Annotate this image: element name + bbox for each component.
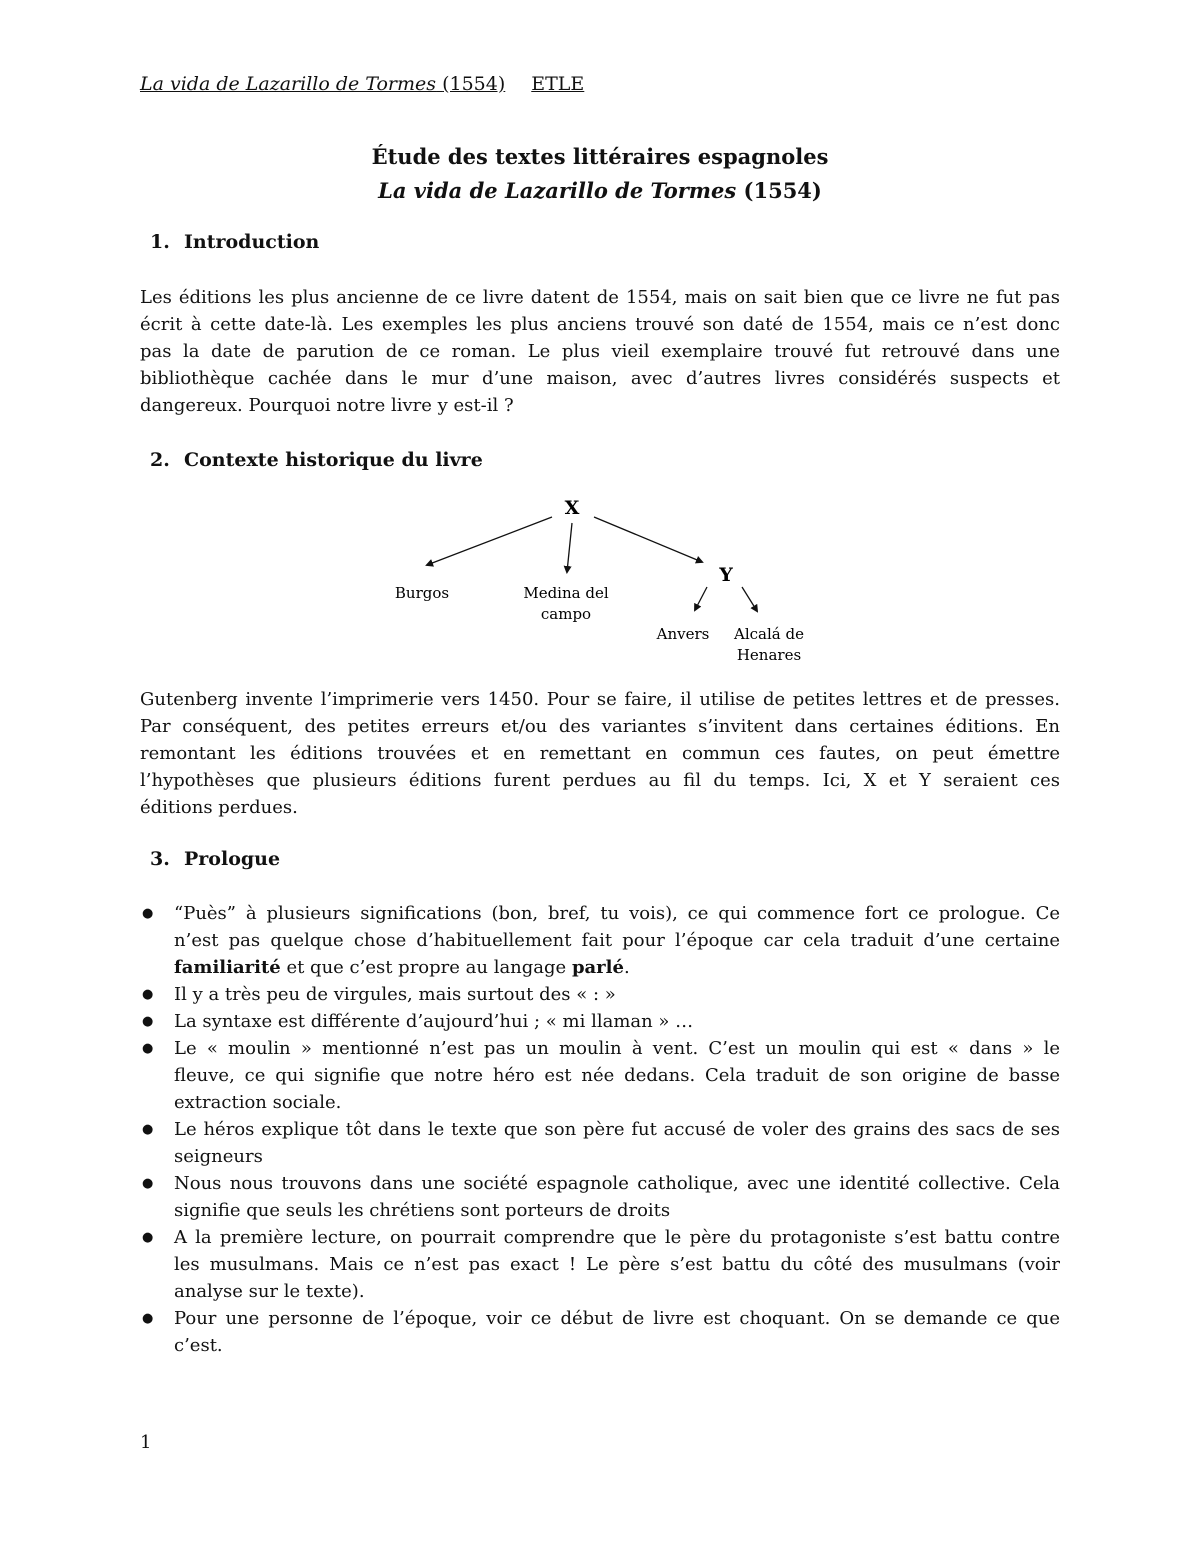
bullet-icon: ●	[142, 1014, 154, 1029]
paragraph-line: écrit à cette date-là. Les exemples les plus anciens trouvé son daté de 1554, mais ce n’est donc	[140, 314, 1060, 335]
label-alcala-line2: Henares	[736, 646, 802, 664]
header-course: ETLE	[531, 73, 585, 95]
node-y: Y	[719, 564, 733, 586]
list-item	[140, 981, 1060, 1008]
page-number: 1	[140, 1432, 152, 1453]
bullet-line: les musulmans. Mais ce n’est pas exact ! Le père s’est battu du côté des musulmans (voir	[174, 1254, 1060, 1275]
bold-term: parlé	[571, 957, 624, 978]
section-number: 3.	[150, 848, 170, 870]
running-header	[140, 73, 584, 95]
label-medina-line2: campo	[540, 605, 592, 623]
bullet-icon: ●	[142, 987, 154, 1002]
bullet-line: analyse sur le texte).	[174, 1281, 365, 1302]
bullet-line: “Puès” à plusieurs significations (bon, bref, tu vois), ce qui commence fort ce prologue. Ce	[174, 903, 1060, 924]
section-number: 2.	[150, 449, 170, 471]
paragraph-line: bibliothèque cachée dans le mur d’une maison, avec d’autres livres considérés suspects et	[140, 368, 1060, 389]
section-title: Contexte historique du livre	[184, 449, 483, 471]
bullet-icon: ●	[142, 1176, 154, 1191]
bullet-line: Il y a très peu de virgules, mais surtout des « : »	[174, 984, 616, 1005]
bullet-line: Le « moulin » mentionné n’est pas un moulin à vent. C’est un moulin qui est « dans » le	[174, 1038, 1060, 1059]
label-alcala-line1: Alcalá de	[734, 625, 804, 643]
editions-stemma-diagram	[380, 490, 840, 670]
bullet-line: Le héros explique tôt dans le texte que son père fut accusé de voler des grains des sacs de ses	[174, 1119, 1060, 1140]
subtitle-book-title: La vida de Lazarillo de Tormes	[378, 178, 737, 203]
header-book-title: La vida de Lazarillo de Tormes	[140, 73, 437, 95]
arrow-x-burgos	[427, 517, 552, 565]
bullet-icon: ●	[142, 1041, 154, 1056]
arrow-y-alcala	[742, 587, 757, 611]
bullet-icon: ●	[142, 1311, 154, 1326]
bullet-line: signifie que seuls les chrétiens sont porteurs de droits	[174, 1200, 671, 1221]
bullet-icon: ●	[142, 906, 154, 921]
node-x: X	[564, 497, 580, 519]
bullet-line: fleuve, ce qui signifie que notre héro est née dedans. Cela traduit de son origine de basse	[174, 1065, 1060, 1086]
paragraph-line: pas la date de parution de ce roman. Le plus vieil exemplaire trouvé fut retrouvé dans une	[140, 341, 1060, 362]
label-anvers: Anvers	[656, 625, 710, 643]
bullet-icon: ●	[142, 1230, 154, 1245]
subtitle-year: (1554)	[743, 178, 822, 203]
bullet-line: n’est pas quelque chose d’habituellement fait pour l’époque car cela traduit d’une certaine	[174, 930, 1060, 951]
paragraph-line: l’hypothèses que plusieurs éditions furent perdues au fil du temps. Ici, X et Y seraient ces	[140, 770, 1060, 791]
contexte-paragraph	[140, 686, 1060, 821]
header-year: (1554)	[442, 73, 506, 95]
paragraph-line: éditions perdues.	[140, 797, 298, 818]
paragraph-line: remontant les éditions trouvées et en remettant en commun ces fautes, on peut émettre	[140, 743, 1060, 764]
bullet-line: Pour une personne de l’époque, voir ce début de livre est choquant. On se demande ce que	[174, 1308, 1060, 1329]
list-item	[140, 1008, 1060, 1035]
list-item	[140, 1035, 1060, 1116]
page-title: Étude des textes littéraires espagnoles	[371, 144, 829, 169]
bullet-line: extraction sociale.	[174, 1092, 342, 1113]
list-item	[140, 1224, 1060, 1305]
bullet-text: et que c’est propre au langage	[280, 957, 572, 978]
bullet-line: La syntaxe est différente d’aujourd’hui ; « mi llaman » …	[174, 1011, 694, 1032]
label-burgos: Burgos	[394, 584, 450, 602]
arrow-x-y	[594, 517, 702, 562]
section-heading-introduction	[140, 231, 319, 253]
bullet-line: Nous nous trouvons dans une société espagnole catholique, avec une identité collective. Cela	[174, 1173, 1060, 1194]
paragraph-line: Les éditions les plus ancienne de ce livre datent de 1554, mais on sait bien que ce livre ne fut pas	[140, 287, 1060, 308]
list-item	[140, 1116, 1060, 1170]
section-heading-contexte	[140, 449, 483, 471]
bullet-line	[174, 954, 1060, 981]
bold-term: familiarité	[174, 957, 281, 978]
bullet-line: seigneurs	[174, 1146, 263, 1167]
prologue-bullet-list	[140, 900, 1060, 1359]
paragraph-line: Gutenberg invente l’imprimerie vers 1450. Pour se faire, il utilise de petites lettres et de presses.	[140, 689, 1060, 710]
section-heading-prologue	[140, 848, 280, 870]
arrow-x-medina	[567, 523, 572, 572]
paragraph-line: Par conséquent, des petites erreurs et/ou des variantes s’invitent dans certaines éditions. En	[140, 716, 1060, 737]
arrow-y-anvers	[695, 587, 707, 610]
label-medina-line1: Medina del	[523, 584, 609, 602]
bullet-line: c’est.	[174, 1335, 223, 1356]
list-item	[140, 1170, 1060, 1224]
section-title: Introduction	[184, 231, 320, 253]
section-number: 1.	[150, 231, 170, 253]
list-item	[140, 1305, 1060, 1359]
bullet-icon: ●	[142, 1122, 154, 1137]
introduction-paragraph	[140, 284, 1060, 419]
paragraph-line: dangereux. Pourquoi notre livre y est-il ?	[140, 395, 514, 416]
list-item	[140, 900, 1060, 981]
page-subtitle	[0, 178, 1200, 203]
bullet-line: A la première lecture, on pourrait comprendre que le père du protagoniste s’est battu contre	[174, 1227, 1060, 1248]
section-title: Prologue	[184, 848, 281, 870]
bullet-text: .	[623, 957, 630, 978]
